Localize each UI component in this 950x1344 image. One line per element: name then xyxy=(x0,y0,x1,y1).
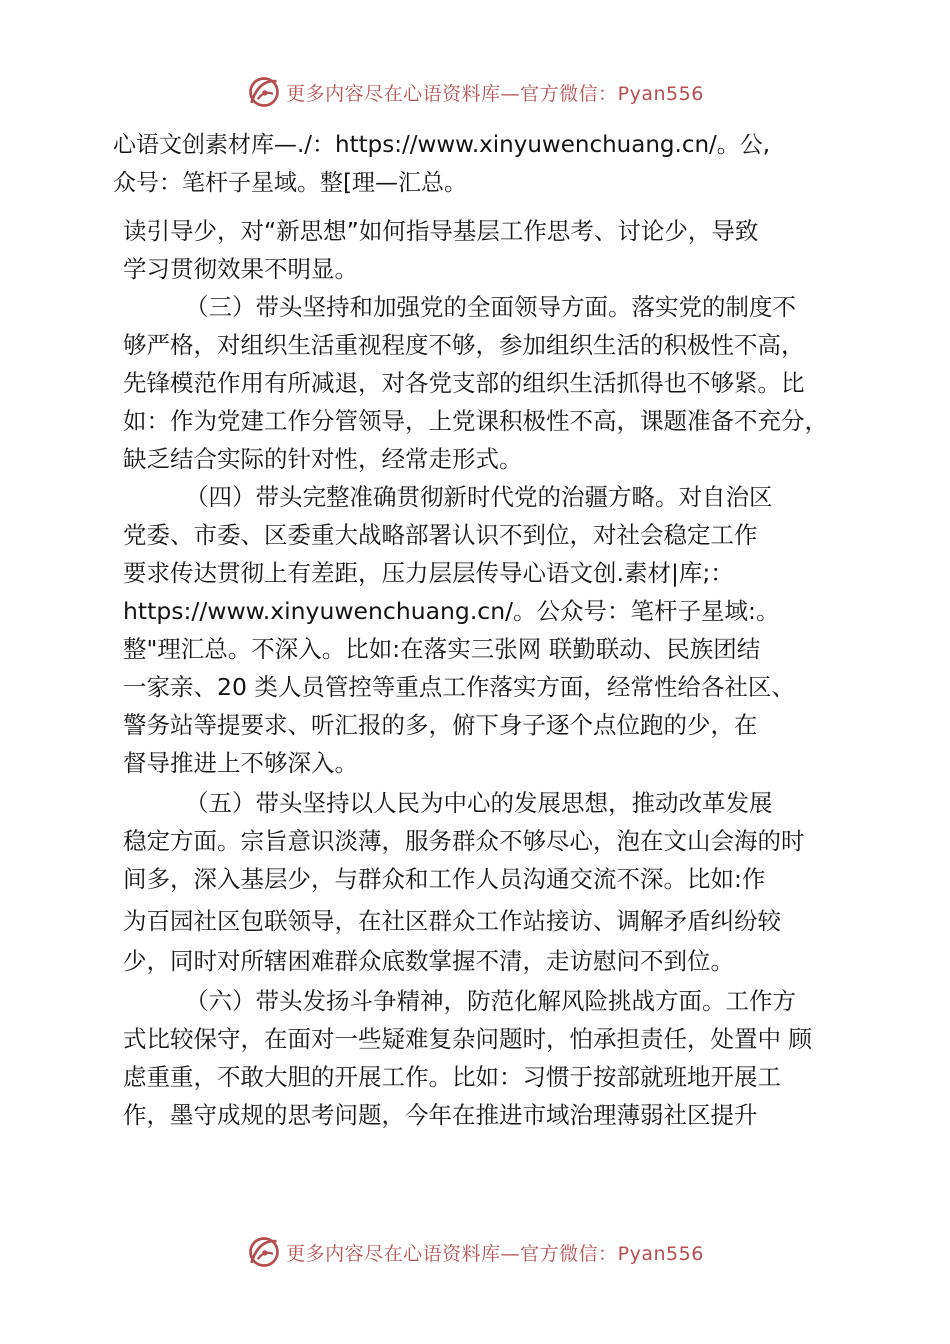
body-line: 少，同时对所辖困难群众底数掌握不清，走访慰问不到位。 xyxy=(123,947,734,975)
section-5-line-2: 稳定方面。宗旨意识淡薄，服务群众不够尽心，泡在文山会海的时 xyxy=(123,827,805,855)
seal-logo-icon xyxy=(246,74,282,110)
header-line-2: 众号：笔杆子星域。整[理—汇总。 xyxy=(113,170,467,196)
section-3-heading: （三）带头坚持和加强党的全面领导方面。 xyxy=(185,293,632,321)
body-line: 够严格，对组织生活重视程度不够，参加组织生活的积极性不高， xyxy=(123,331,805,359)
seal-logo-icon xyxy=(246,1234,282,1270)
body-line: 警务站等提要求、听汇报的多，俯下身子逐个点位跑的少，在 xyxy=(123,711,758,739)
section-5-heading: （五）带头坚持以人民为中心的发展思想，推动改革发展 xyxy=(185,789,773,817)
body-line: https://www.xinyuwenchuang.cn/。公众号：笔杆子星域:。 xyxy=(123,597,780,625)
watermark-header xyxy=(0,70,950,114)
watermark-text: 更多内容尽在心语资料库—官方微信：Pyan556 xyxy=(286,1242,704,1265)
body-line: 作，墨守成规的思考问题，今年在推进市域治理薄弱社区提升 xyxy=(123,1101,758,1129)
body-line: 一家亲、20 类人员管控等重点工作落实方面，经常性给各社区、 xyxy=(123,673,795,701)
body-line: 先锋模范作用有所减退，对各党支部的组织生活抓得也不够紧。比 xyxy=(123,369,805,397)
body-line: 党委、市委、区委重大战略部署认识不到位，对社会稳定工作 xyxy=(123,521,758,549)
section-4-first-line: （四）带头完整准确贯彻新时代党的治疆方略。对自治区 xyxy=(185,483,773,511)
watermark-footer xyxy=(0,1230,950,1274)
body-line: 督导推进上不够深入。 xyxy=(123,749,358,777)
watermark-text: 更多内容尽在心语资料库—官方微信：Pyan556 xyxy=(286,82,704,105)
body-line: 读引导少，对“新思想”如何指导基层工作思考、讨论少，导致 xyxy=(123,217,759,245)
body-line: 整"理汇总。不深入。比如:在落实三张网 联勤联动、民族团结 xyxy=(123,635,761,663)
section-6-first-line: （六）带头发扬斗争精神，防范化解风险挑战方面。工作方 xyxy=(185,987,796,1015)
body-line: 要求传达贯彻上有差距，压力层层传导心语文创.素材|库;： xyxy=(123,559,734,587)
body-line: 如：作为党建工作分管领导，上党课积极性不高，课题准备不充分， xyxy=(123,407,828,435)
body-line: 式比较保守，在面对一些疑难复杂问题时，怕承担责任，处置中 顾 xyxy=(123,1025,812,1053)
section-6-heading: （六）带头发扬斗争精神，防范化解风险挑战方面。 xyxy=(185,987,726,1015)
body-line: 缺乏结合实际的针对性，经常走形式。 xyxy=(123,445,523,473)
section-3-first-line: （三）带头坚持和加强党的全面领导方面。落实党的制度不 xyxy=(185,293,796,321)
section-4-heading: （四）带头完整准确贯彻新时代党的治疆方略。 xyxy=(185,483,679,511)
header-line-1: 心语文创素材库—./：https://www.xinyuwenchuang.cn/。公, xyxy=(113,132,771,158)
body-line: 虑重重，不敢大胆的开展工作。比如：习惯于按部就班地开展工 xyxy=(123,1063,781,1091)
body-line: 为百园社区包联领导，在社区群众工作站接访、调解矛盾纠纷较 xyxy=(123,907,781,935)
body-line: 学习贯彻效果不明显。 xyxy=(123,255,358,283)
body-line: 间多，深入基层少，与群众和工作人员沟通交流不深。比如:作 xyxy=(123,865,766,893)
